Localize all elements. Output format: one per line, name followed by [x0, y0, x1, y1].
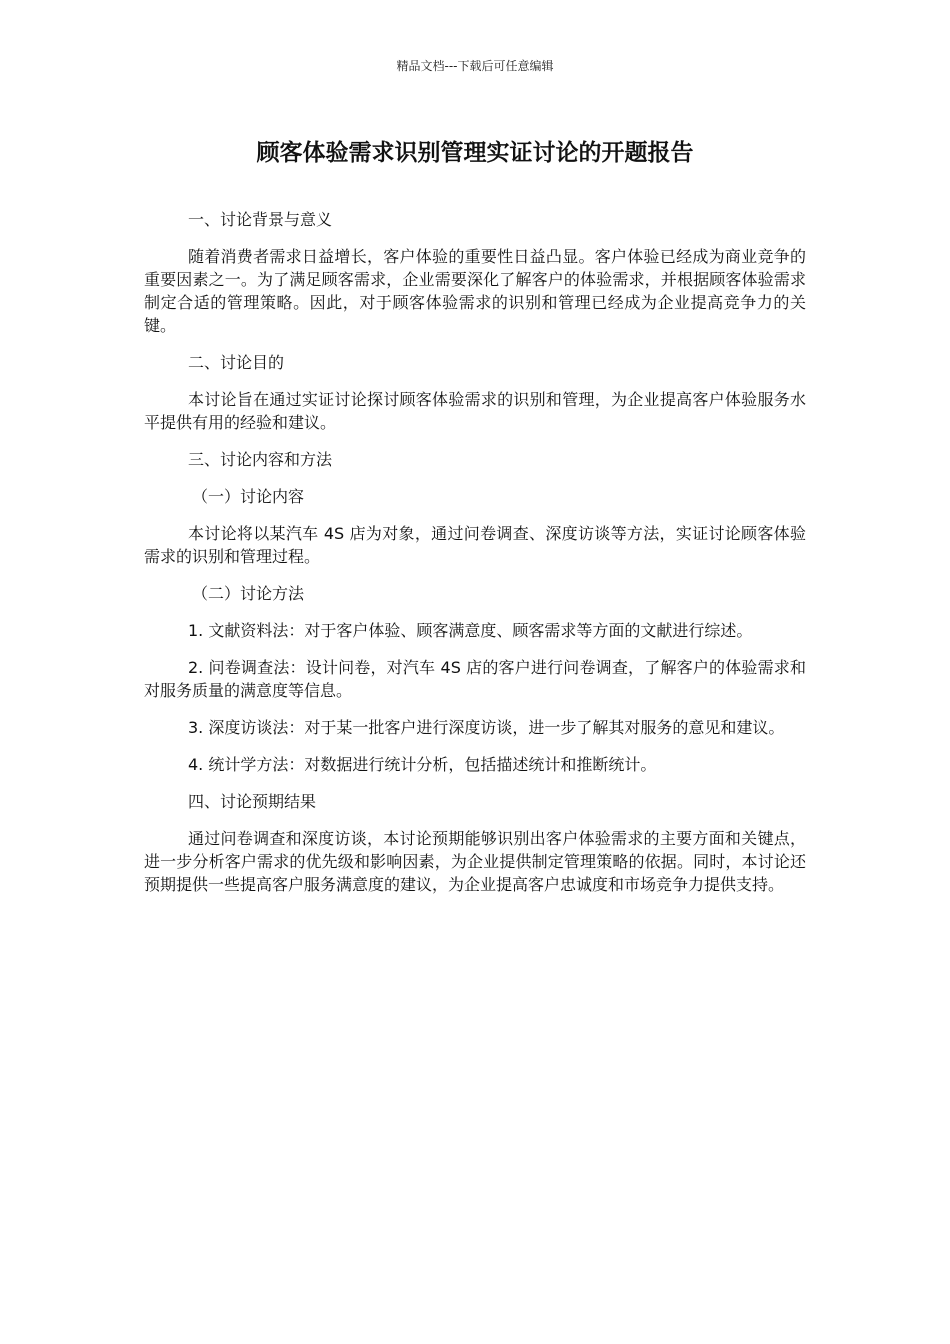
method-interview: 3. 深度访谈法：对于某一批客户进行深度访谈，进一步了解其对服务的意见和建议。 [188, 718, 785, 737]
document-title: 顾客体验需求识别管理实证讨论的开题报告 [256, 140, 694, 166]
paragraph-expected-results: 通过问卷调查和深度访谈，本讨论预期能够识别出客户体验需求的主要方面和关键点，进一步分析客户需求的优先级和影响因素，为企业提供制定管理策略的依据。同时，本讨论还预期提供一些提高客户服务满意度的建议，为企业提高客户忠诚度和市场竞争力提供支持。 [144, 829, 806, 894]
paragraph-content: 本讨论将以某汽车 4S 店为对象，通过问卷调查、深度访谈等方法，实证讨论顾客体验需求的识别和管理过程。 [144, 524, 806, 566]
paragraph-background: 随着消费者需求日益增长，客户体验的重要性日益凸显。客户体验已经成为商业竞争的重要因素之一。为了满足顾客需求，企业需要深化了解客户的体验需求，并根据顾客体验需求制定合适的管理策略。因此，对于顾客体验需求的识别和管理已经成为企业提高竞争力的关键。 [144, 247, 806, 335]
method-literature: 1. 文献资料法：对于客户体验、顾客满意度、顾客需求等方面的文献进行综述。 [188, 621, 753, 640]
document-body [144, 208, 806, 910]
subheading-methods: （二）讨论方法 [192, 584, 305, 603]
method-statistics: 4. 统计学方法：对数据进行统计分析，包括描述统计和推断统计。 [188, 755, 657, 774]
section-heading-expected-results: 四、讨论预期结果 [188, 792, 317, 811]
method-questionnaire: 2. 问卷调查法：设计问卷，对汽车 4S 店的客户进行问卷调查，了解客户的体验需求和对服务质量的满意度等信息。 [144, 658, 806, 700]
subheading-content: （一）讨论内容 [192, 487, 305, 506]
section-heading-content-methods: 三、讨论内容和方法 [188, 450, 333, 469]
paragraph-purpose: 本讨论旨在通过实证讨论探讨顾客体验需求的识别和管理，为企业提高客户体验服务水平提供有用的经验和建议。 [144, 390, 806, 432]
section-heading-background: 一、讨论背景与意义 [188, 210, 333, 229]
section-heading-purpose: 二、讨论目的 [188, 353, 285, 372]
page-header: 精品文档---下载后可任意编辑 [396, 59, 554, 73]
